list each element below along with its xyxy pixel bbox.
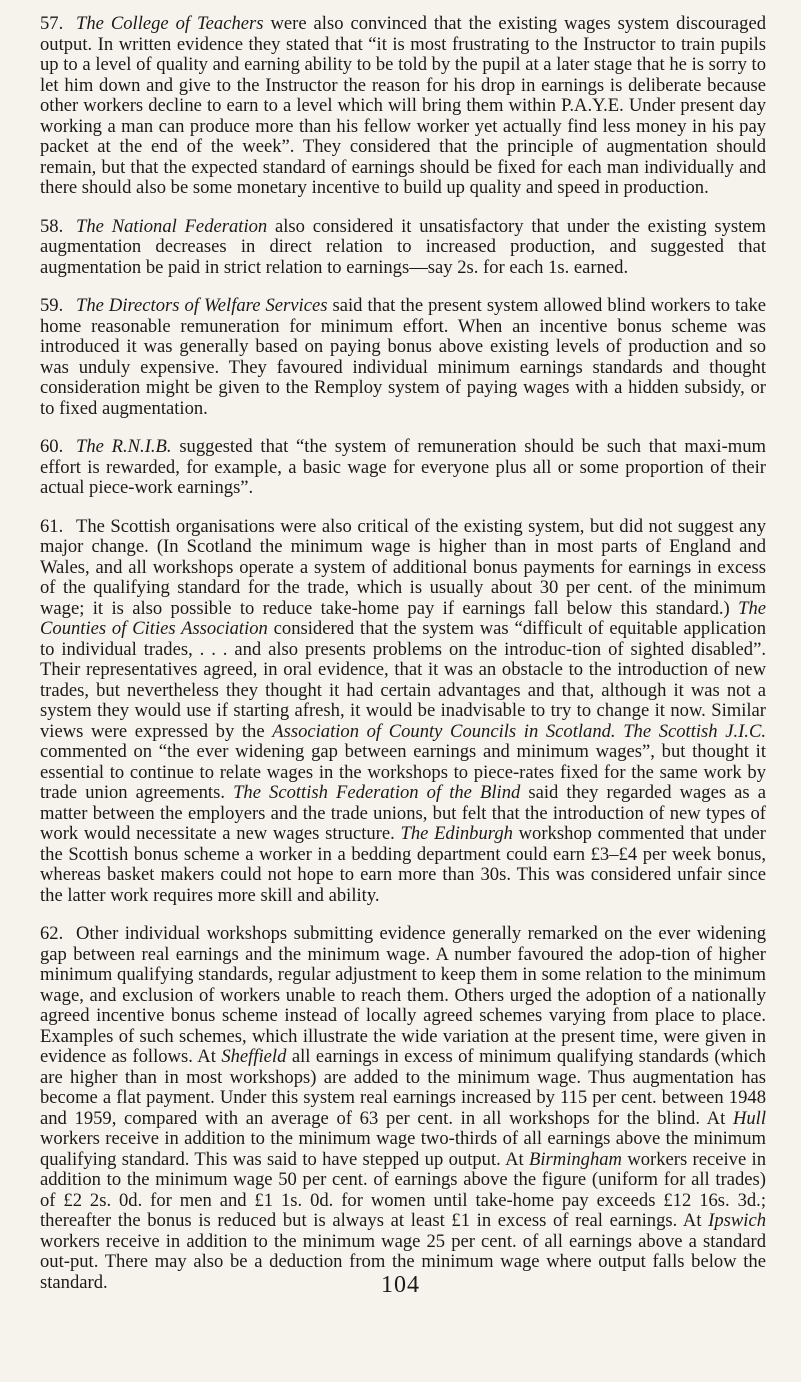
paragraph-number: 60.: [40, 436, 64, 457]
page-number: 104: [381, 1272, 420, 1298]
paragraph-text: Other individual workshops submitting evidence generally remarked on the ever widening gap between real earnings and the minimum wage. A number favoured the adop-tion of higher minimum qualifying standards, regular adjustment to keep them in some relation to the minimum wage, and exclusion of workers unable to reach them. Others urged the adoption of a nationally agreed incentive bonus scheme instead of locally agreed schemes varying from place to place. Examples of such schemes, which illustrate the wide variation at the present time, were given in evidence as follows. At: [40, 923, 766, 1067]
paragraph-text: were also convinced that the existing wages system discouraged output. In written evidence they stated that “it is most frustrating to the Instructor to train pupils up to a level of quality and earning ability to be told by the pupil at a later stage that he is sorry to let him down and give to the Instructor the reason for his drop in earnings is deliberate because other workers decline to earn to a level which will bring them within P.A.Y.E. Under present day working a man can produce more than his fellow worker yet actually find less money in his pay packet at the end of the week”. They considered that the principle of augmentation should remain, but that the expected standard of earnings should be fixed for each man individually and there should also be some monetary incentive to build up quality and speed in production.: [40, 13, 767, 198]
paragraph-62: [40, 924, 766, 1293]
body-name-italic: Hull: [732, 1107, 766, 1129]
paragraph-text: said they regarded wages as a matter between the employers and the trade unions, but felt that the introduction of new types of work would necessitate a new wages structure.: [40, 782, 766, 844]
paragraph-text: workers receive in addition to the minimum wage 25 per cent. of all earnings above a standard out-put. There may also be a deduction from the minimum wage where output falls below the standard.: [40, 1230, 766, 1293]
body-name-italic: The R.N.I.B.: [76, 436, 172, 457]
body-name-italic: The National Federation: [76, 215, 268, 237]
paragraph-text: considered that the system was “difficult of equitable application to individual trades, . . . and also presents problems on the introduc-tion of sighted disabled”. Their representatives agreed, in oral evidence, that it was an obstacle to the introduction of new trades, but nevertheless they thought it had certain advantages and that, although it was not a system they would use if starting afresh, it would be inadvisable to try to change it now. Similar views were expressed by the: [40, 618, 766, 742]
paragraph-text: workshop commented that under the Scottish bonus scheme a worker in a bedding department could earn £3–£4 per week bonus, whereas basket makers could not hope to earn more than 30s. This was considered unfair since the latter work requires more skill and ability.: [40, 823, 766, 906]
paragraph-text: workers receive in addition to the minimum wage 50 per cent. of earnings above the figure (uniform for all trades) of £2 2s. 0d. for men and £1 1s. 0d. for women until take-home pay exceeds £12 16s. 3d.; thereafter the bonus is reduced but is always at least £1 in excess of real earnings. At: [40, 1148, 767, 1231]
paragraph-text: all earnings in excess of minimum qualifying standards (which are higher than in most workshops) are added to the minimum wage. Thus augmentation has become a flat payment. Under this system real earnings increased by 115 per cent. between 1948 and 1959, compared with an average of 63 per cent. in all workshops for the blind. At: [40, 1046, 766, 1129]
body-name-italic: The Counties of Cities Association: [40, 597, 766, 639]
paragraph-number: 58.: [40, 215, 64, 237]
body-name-italic: The Scottish Federation of the Blind: [233, 782, 521, 803]
paragraph-61: [40, 517, 766, 907]
paragraph-number: 57.: [40, 13, 64, 34]
paragraph-text: also considered it unsatisfactory that under the existing system augmentation decreases in direct relation to increased production, and suggested that augmentation be paid in strict relation to earnings—say 2s. for each 1s. earned.: [40, 215, 766, 278]
paragraph-57: [40, 14, 766, 199]
paragraph-59: [40, 296, 766, 419]
body-name-italic: Birmingham: [529, 1148, 622, 1170]
paragraph-number: 59.: [40, 295, 64, 316]
body-name-italic: Sheffield: [221, 1046, 287, 1067]
paragraph-number: 62.: [40, 923, 64, 944]
body-name-italic: The Edinburgh: [400, 823, 513, 844]
body-name-italic: The College of Teachers: [76, 13, 264, 34]
paragraph-number: 61.: [40, 515, 64, 537]
paragraph-60: [40, 437, 766, 499]
body-name-italic: Ipswich: [708, 1210, 766, 1231]
body-name-italic: Association of County Councils in Scotland. The Scottish J.I.C.: [272, 720, 766, 742]
paragraph-text: said that the present system allowed blind workers to take home reasonable remuneration for minimum effort. When an incentive bonus scheme was introduced it was generally based on paying bonus above existing levels of production and so was unduly expensive. They favoured individual minimum earnings standards and thought consideration might be given to the Remploy system of paying wages with a hidden subsidy, or to fixed augmentation.: [40, 295, 766, 419]
paragraph-text: The Scottish organisations were also critical of the existing system, but did not suggest any major change. (In Scotland the minimum wage is higher than in most parts of England and Wales, and all workshops operate a system of additional bonus payments for earnings in excess of the qualifying standard for the trade, which is usually about 30 per cent. of the minimum wage; it is also possible to reduce take-home pay if earnings fall below this standard.): [40, 515, 766, 619]
paragraph-58: [40, 217, 766, 279]
body-name-italic: The Directors of Welfare Services: [76, 295, 328, 316]
paragraph-text: suggested that “the system of remuneration should be such that maxi-mum effort is rewarded, for example, a basic wage for everyone plus all or some proportion of their actual piece-work earnings”.: [40, 436, 766, 498]
paragraph-text: commented on “the ever widening gap between earnings and minimum wages”, but thought it essential to continue to relate wages in the workshops to piece-rates fixed for the same work by trade union agreements.: [40, 741, 766, 803]
paragraph-text: workers receive in addition to the minimum wage two-thirds of all earnings above the minimum qualifying standard. This was said to have stepped up output. At: [40, 1128, 766, 1170]
document-page: [40, 14, 766, 1311]
